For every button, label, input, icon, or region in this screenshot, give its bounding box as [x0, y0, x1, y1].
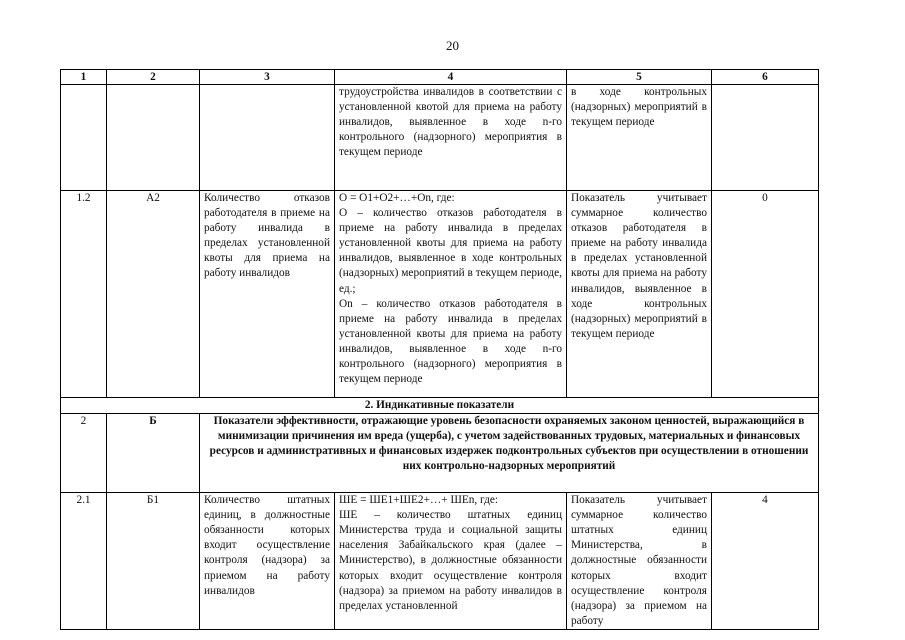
table-row — [61, 414, 819, 493]
table-row — [61, 85, 819, 191]
table-row — [61, 191, 819, 398]
indicators-table — [60, 69, 819, 630]
header-cell: 3 — [200, 70, 335, 85]
row-number-cell: 2 — [61, 414, 107, 493]
table-cell — [61, 85, 107, 191]
page-number: 20 — [446, 38, 459, 53]
value-cell: 0 — [712, 191, 819, 398]
table-row — [61, 493, 819, 630]
table-header-row — [61, 70, 819, 85]
section-header-row — [61, 398, 819, 414]
indicator-name-cell: Количество штатных единиц, в должностные обязанности которых входит осуществление контроля (надзора) за приемом на работу инвалидов — [200, 493, 335, 630]
formula-cell — [335, 493, 567, 630]
indicator-code-cell: А2 — [107, 191, 200, 398]
header-cell: 1 — [61, 70, 107, 85]
header-cell: 6 — [712, 70, 819, 85]
table-cell — [200, 85, 335, 191]
formula-definition: ШЕ – количество штатных единиц Министерства труда и социальной защиты населения Забайкальского края (далее – Министерство), в должностные обязанности которых входит осуществление контроля (надзора) за приемом на работу инвалидов в пределах установленной — [339, 509, 562, 612]
indicator-code-cell: Б — [107, 414, 200, 493]
formula-definition: О – количество отказов работодателя в приеме на работу инвалида в пределах установленной квоты для приема на работу инвалидов, выявленное в ходе контрольных (надзорных) мероприятий в текущем периоде, ед.; — [339, 207, 562, 295]
comment-cell: Показатель учитывает суммарное количество штатных единиц Министерства, в должностные обязанности которых входит осуществление контроля (надзора) за приемом на работу — [567, 493, 712, 630]
row-number-cell: 2.1 — [61, 493, 107, 630]
formula-definition: Оn – количество отказов работодателя в приеме на работу инвалида в пределах установленной квоты для приема на работу инвалидов, выявленное в ходе n-го контрольного (надзорного) мероприятия в текущем периоде — [339, 297, 562, 386]
indicator-code-cell: Б1 — [107, 493, 200, 630]
comment-continued-cell: в ходе контрольных (надзорных) мероприятий в текущем периоде — [567, 85, 712, 191]
table-cell — [712, 85, 819, 191]
formula-line: ШЕ = ШЕ1+ШЕ2+…+ ШЕn, где: — [339, 494, 499, 507]
section-title: 2. Индикативные показатели — [61, 398, 819, 414]
formula-cell — [335, 191, 567, 398]
group-description-cell: Показатели эффективности, отражающие уровень безопасности охраняемых законом ценностей, выражающийся в минимизации причинения им вреда (ущерба), с учетом задействованных трудовых, материальных и финансовых ресурсов и административных и финансовых издержек подконтрольных субъектов при осуществлении в отношении них контрольно-надзорных мероприятий — [200, 414, 819, 493]
indicator-name-cell: Количество отказов работодателя в приеме на работу инвалида в пределах установленной квоты для приема на работу инвалидов — [200, 191, 335, 398]
header-cell: 4 — [335, 70, 567, 85]
header-cell: 5 — [567, 70, 712, 85]
table-cell — [107, 85, 200, 191]
value-cell: 4 — [712, 493, 819, 630]
formula-line: О = О1+О2+…+Оn, где: — [339, 192, 455, 204]
row-number-cell: 1.2 — [61, 191, 107, 398]
comment-cell: Показатель учитывает суммарное количество отказов работодателя в приеме на работу инвалида в пределах установленной квоты для приема на работу инвалидов, выявленное в ходе контрольных (надзорных) мероприятий в текущем периоде — [567, 191, 712, 398]
formula-continued-cell: трудоустройства инвалидов в соответствии с установленной квотой для приема на работу инвалидов, выявленное в ходе n-го контрольного (надзорного) мероприятия в текущем периоде — [335, 85, 567, 191]
header-cell: 2 — [107, 70, 200, 85]
